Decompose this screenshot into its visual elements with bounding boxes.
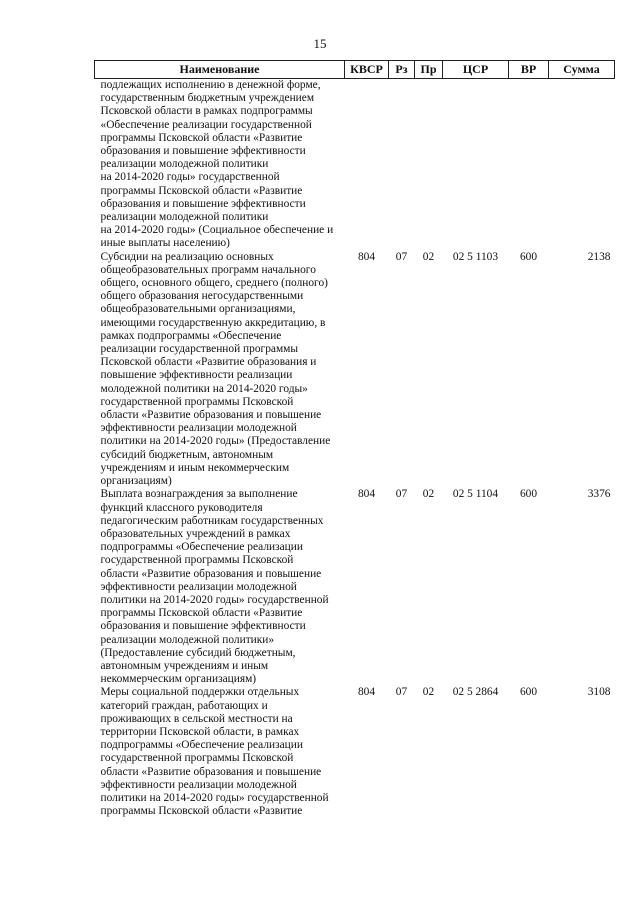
- header-csr: ЦСР: [443, 61, 509, 79]
- row-sum: 3108: [587, 686, 611, 699]
- row-pr: 02: [422, 488, 435, 501]
- row-vr: 600: [519, 250, 538, 263]
- table-row: [95, 488, 615, 686]
- row-sum: 2138: [587, 250, 611, 263]
- table-row: [95, 251, 615, 489]
- row-pr: 02: [422, 250, 435, 263]
- row-name: Субсидии на реализацию основных общеобразовательных программ начального общего, основного общего, среднего (полного) общего образования негосударственными общеобразовательными организациями, имеющими государственную аккредитацию, в рамках подпрограммы «Обеспечение реализации государственной программы Псковской области «Развитие образования и повышение эффективности реализации молодежной политики на 2014-2020 годы» государственной программы Псковской области «Развитие образования и повышение эффективности реализации молодежной политики на 2014-2020 годы» (Предоставление субсидий бюджетным, автономным учреждениям и иным некоммерческим организациям): [100, 250, 331, 488]
- table-header-row: [95, 61, 615, 79]
- header-kvsr: КВСР: [345, 61, 389, 79]
- header-name: Наименование: [95, 61, 345, 79]
- row-kvsr: [345, 79, 389, 251]
- row-csr: [443, 79, 509, 251]
- row-csr: 02 5 1103: [452, 250, 499, 263]
- row-rz: [389, 79, 415, 251]
- row-name: Выплата вознаграждения за выполнение функций классного руководителя педагогическим работникам государственных образовательных учреждений в рамках подпрограммы «Обеспечение реализации государственной программы Псковской области «Развитие образования и повышение эффективности реализации молодежной политики на 2014-2020 годы» государственной программы Псковской области «Развитие образования и повышение эффективности реализации молодежной политики» (Предоставление субсидий бюджетным, автономным учреждениям и иным некоммерческим организациям): [100, 488, 329, 686]
- row-name: подлежащих исполнению в денежной форме, государственным бюджетным учреждением Псковской области в рамках подпрограммы «Обеспечение реализации государственной программы Псковской области «Развитие образования и повышение эффективности реализации молодежной политики на 2014-2020 годы» государственной программы Псковской области «Развитие образования и повышение эффективности реализации молодежной политики на 2014-2020 годы» (Социальное обеспечение и иные выплаты населению): [100, 79, 334, 250]
- row-sum: 3376: [587, 488, 611, 501]
- row-vr: [509, 79, 549, 251]
- row-pr: [415, 79, 443, 251]
- row-csr: 02 5 1104: [452, 488, 499, 501]
- row-pr: 02: [422, 686, 435, 699]
- row-csr: 02 5 2864: [452, 686, 499, 699]
- budget-table: [94, 60, 615, 818]
- row-kvsr: 804: [357, 488, 376, 501]
- row-sum: [549, 79, 615, 251]
- row-vr: 600: [519, 488, 538, 501]
- page-number: 15: [313, 36, 327, 51]
- row-kvsr: 804: [357, 250, 376, 263]
- row-vr: 600: [519, 686, 538, 699]
- header-pr: Пр: [415, 61, 443, 79]
- table-row: [95, 79, 615, 251]
- row-rz: 07: [395, 686, 408, 699]
- row-kvsr: 804: [357, 686, 376, 699]
- row-rz: 07: [395, 488, 408, 501]
- header-sum: Сумма: [549, 61, 615, 79]
- header-rz: Рз: [389, 61, 415, 79]
- row-rz: 07: [395, 250, 408, 263]
- table-row: [95, 686, 615, 818]
- header-vr: ВР: [509, 61, 549, 79]
- row-name: Меры социальной поддержки отдельных категорий граждан, работающих и проживающих в сельской местности на территории Псковской области, в рамках подпрограммы «Обеспечение реализации государственной программы Псковской области «Развитие образования и повышение эффективности реализации молодежной политики на 2014-2020 годы» государственной программы Псковской области «Развитие: [100, 686, 329, 818]
